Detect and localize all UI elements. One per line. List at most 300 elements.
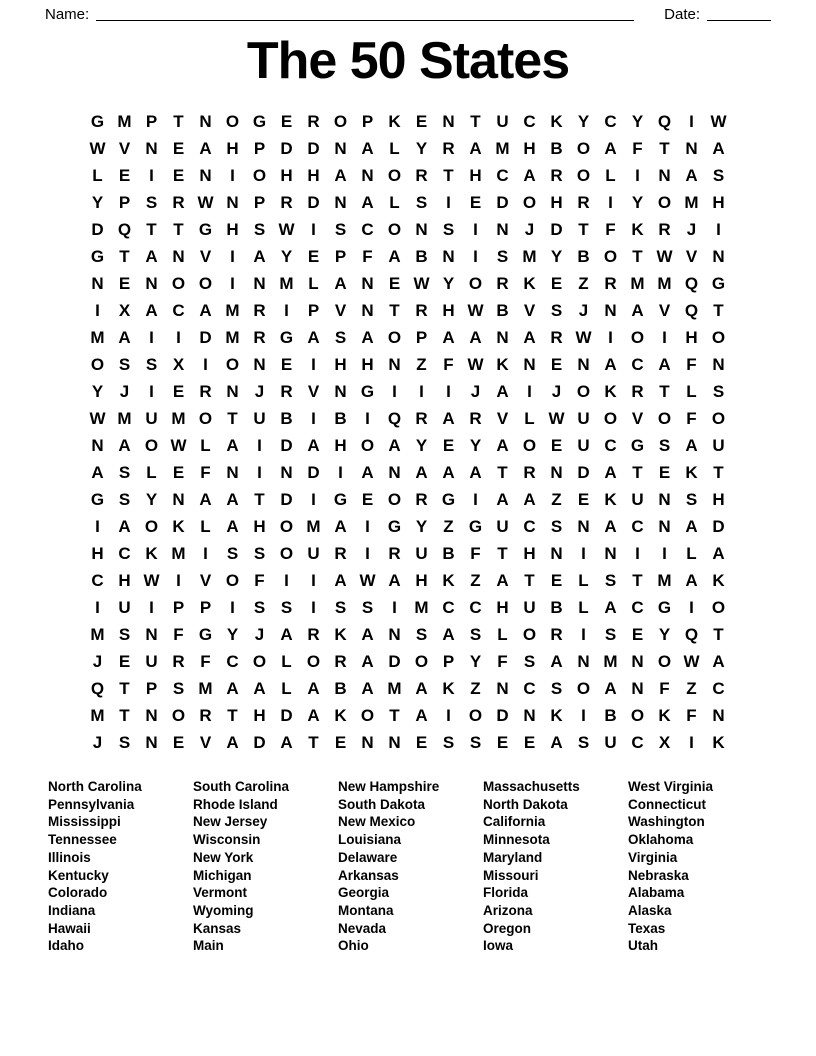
grid-letter: T (254, 489, 265, 509)
grid-letter: M (630, 273, 645, 293)
grid-letter: V (307, 381, 320, 401)
grid-letter: A (604, 354, 617, 374)
grid-letter: A (361, 327, 374, 347)
grid-letter: C (523, 111, 536, 131)
grid-letter: O (387, 327, 402, 347)
grid-letter: N (199, 165, 212, 185)
grid-letter: U (496, 516, 509, 536)
grid-letter: A (361, 138, 374, 158)
grid-letter: I (203, 354, 208, 374)
grid-letter: L (281, 678, 292, 698)
grid-letter: T (173, 111, 184, 131)
grid-letter: U (577, 435, 590, 455)
grid-letter: Y (550, 246, 563, 266)
grid-letter: A (361, 678, 374, 698)
grid-letter: D (388, 651, 401, 671)
word-item: Nevada (338, 920, 387, 936)
grid-letter: S (334, 597, 347, 617)
grid-letter: C (118, 543, 131, 563)
grid-letter: T (713, 300, 724, 320)
grid-letter: I (230, 597, 235, 617)
grid-letter: D (253, 732, 266, 752)
grid-row (84, 378, 732, 405)
grid-letter: A (118, 435, 131, 455)
grid-letter: E (172, 138, 185, 158)
grid-letter: O (387, 489, 402, 509)
grid-letter: N (388, 354, 401, 374)
grid-letter: M (90, 624, 105, 644)
grid-letter: I (311, 597, 316, 617)
grid-letter: C (361, 219, 374, 239)
grid-letter: I (473, 219, 478, 239)
grid-letter: O (360, 705, 375, 725)
grid-letter: L (389, 192, 400, 212)
grid-letter: S (712, 165, 725, 185)
grid-letter: K (334, 624, 347, 644)
grid-letter: M (684, 192, 699, 212)
grid-letter: L (524, 408, 535, 428)
word-item: Wisconsin (193, 832, 261, 848)
grid-letter: N (253, 273, 266, 293)
grid-letter: G (360, 381, 375, 401)
grid-letter: C (172, 300, 185, 320)
grid-letter: N (712, 246, 725, 266)
grid-letter: T (389, 300, 400, 320)
grid-letter: G (468, 516, 483, 536)
grid-letter: E (118, 273, 131, 293)
grid-letter: I (473, 246, 478, 266)
grid-letter: K (550, 111, 563, 131)
word-item: New York (193, 849, 254, 865)
word-item: West Virginia (628, 779, 714, 794)
grid-letter: V (685, 246, 698, 266)
grid-letter: I (365, 408, 370, 428)
grid-letter: I (95, 300, 100, 320)
grid-letter: U (307, 543, 320, 563)
grid-letter: G (387, 516, 402, 536)
grid-letter: S (253, 219, 266, 239)
grid-letter: W (575, 327, 592, 347)
grid-letter: K (685, 462, 698, 482)
grid-letter: J (686, 219, 697, 239)
grid-letter: N (361, 300, 374, 320)
grid-letter: K (712, 570, 725, 590)
grid-letter: H (523, 543, 536, 563)
grid-row (84, 432, 732, 459)
grid-letter: N (172, 246, 185, 266)
grid-letter: A (523, 165, 536, 185)
word-item: Texas (628, 920, 666, 936)
grid-letter: E (550, 354, 563, 374)
grid-row (84, 405, 732, 432)
grid-letter: E (415, 111, 428, 131)
grid-letter: I (446, 192, 451, 212)
grid-row (84, 189, 732, 216)
grid-letter: M (171, 408, 186, 428)
grid-letter: D (280, 705, 293, 725)
grid-letter: A (469, 327, 482, 347)
grid-letter: S (253, 597, 266, 617)
word-item: New Jersey (193, 814, 268, 830)
grid-letter: N (226, 192, 239, 212)
grid-letter: I (473, 489, 478, 509)
grid-letter: N (577, 354, 590, 374)
grid-row (84, 297, 732, 324)
grid-letter: N (172, 489, 185, 509)
grid-letter: M (90, 705, 105, 725)
grid-letter: A (118, 327, 131, 347)
grid-letter: R (415, 489, 428, 509)
grid-letter: O (657, 651, 672, 671)
grid-letter: I (608, 192, 613, 212)
grid-letter: H (496, 597, 509, 617)
grid-letter: W (656, 246, 673, 266)
grid-letter: O (711, 327, 726, 347)
grid-letter: S (685, 489, 698, 509)
grid-letter: O (333, 111, 348, 131)
grid-letter: N (496, 219, 509, 239)
grid-letter: O (144, 516, 159, 536)
word-item: Utah (628, 938, 658, 954)
grid-letter: N (631, 678, 644, 698)
grid-row (84, 513, 732, 540)
grid-letter: A (415, 705, 428, 725)
grid-letter: E (307, 246, 320, 266)
grid-letter: S (118, 489, 131, 509)
grid-row (84, 162, 732, 189)
grid-letter: Y (91, 381, 104, 401)
grid-letter: I (419, 381, 424, 401)
grid-row (84, 270, 732, 297)
grid-letter: N (145, 138, 158, 158)
grid-letter: A (469, 462, 482, 482)
word-item: New Hampshire (338, 779, 440, 794)
grid-letter: H (334, 354, 347, 374)
grid-letter: P (253, 138, 266, 158)
grid-letter: A (361, 462, 374, 482)
grid-letter: W (413, 273, 430, 293)
grid-letter: D (91, 219, 104, 239)
grid-letter: O (603, 408, 618, 428)
word-item: Delaware (338, 849, 398, 865)
grid-letter: F (605, 219, 616, 239)
grid-letter: U (604, 732, 617, 752)
grid-letter: N (442, 246, 455, 266)
grid-letter: O (198, 408, 213, 428)
grid-letter: P (145, 111, 158, 131)
grid-letter: O (306, 651, 321, 671)
grid-letter: T (497, 462, 508, 482)
grid-letter: E (469, 192, 482, 212)
grid-letter: Q (90, 678, 105, 698)
grid-letter: U (631, 489, 644, 509)
puzzle-grid (84, 108, 732, 756)
grid-letter: W (683, 651, 700, 671)
grid-row (84, 621, 732, 648)
grid-letter: A (496, 435, 509, 455)
grid-row (84, 729, 732, 756)
grid-letter: E (388, 273, 401, 293)
grid-letter: D (496, 705, 509, 725)
grid-letter: R (550, 624, 563, 644)
grid-letter: E (118, 165, 131, 185)
grid-letter: A (415, 678, 428, 698)
grid-letter: Z (470, 570, 481, 590)
grid-letter: C (631, 354, 644, 374)
grid-letter: I (311, 354, 316, 374)
word-item: Michigan (193, 867, 252, 883)
grid-letter: A (631, 300, 644, 320)
page-title: The 50 States (246, 32, 570, 90)
word-item: Massachusetts (483, 779, 580, 794)
word-item: Idaho (48, 938, 84, 954)
grid-letter: A (307, 705, 320, 725)
word-item: Georgia (338, 885, 390, 901)
grid-letter: C (469, 597, 482, 617)
grid-letter: I (689, 732, 694, 752)
grid-letter: A (226, 678, 239, 698)
grid-letter: F (497, 651, 508, 671)
grid-letter: A (361, 624, 374, 644)
grid-letter: P (145, 678, 158, 698)
grid-letter: R (334, 543, 347, 563)
grid-letter: I (95, 597, 100, 617)
grid-letter: F (254, 570, 265, 590)
grid-letter: D (550, 219, 563, 239)
grid-letter: G (711, 273, 726, 293)
grid-letter: O (603, 246, 618, 266)
grid-letter: F (200, 462, 211, 482)
grid-letter: S (550, 516, 563, 536)
grid-letter: T (308, 732, 319, 752)
grid-row (84, 567, 732, 594)
grid-letter: H (550, 192, 563, 212)
grid-letter: J (92, 732, 103, 752)
grid-letter: A (199, 300, 212, 320)
grid-letter: O (387, 219, 402, 239)
grid-letter: A (685, 516, 698, 536)
grid-letter: I (635, 543, 640, 563)
grid-letter: T (497, 543, 508, 563)
grid-letter: G (441, 489, 456, 509)
word-item: South Dakota (338, 796, 426, 812)
grid-letter: S (145, 354, 158, 374)
grid-letter: R (523, 462, 536, 482)
grid-letter: N (658, 489, 671, 509)
grid-letter: F (686, 705, 697, 725)
grid-letter: J (119, 381, 130, 401)
grid-letter: R (415, 300, 428, 320)
grid-letter: A (604, 138, 617, 158)
grid-letter: N (388, 624, 401, 644)
grid-letter: N (334, 192, 347, 212)
word-item: Connecticut (628, 796, 707, 812)
grid-letter: Y (145, 489, 158, 509)
grid-letter: Y (631, 111, 644, 131)
grid-letter: N (658, 165, 671, 185)
grid-letter: E (172, 165, 185, 185)
grid-letter: J (551, 381, 562, 401)
grid-letter: B (550, 138, 563, 158)
grid-letter: P (307, 300, 320, 320)
grid-letter: F (200, 651, 211, 671)
grid-letter: L (686, 543, 697, 563)
word-item: Ohio (338, 938, 369, 954)
grid-letter: Y (415, 435, 428, 455)
word-list-column (193, 778, 338, 955)
word-item: Vermont (193, 885, 248, 901)
grid-letter: J (92, 651, 103, 671)
grid-letter: R (442, 138, 455, 158)
grid-letter: N (388, 732, 401, 752)
grid-letter: M (603, 651, 618, 671)
grid-letter: T (659, 138, 670, 158)
grid-letter: I (527, 381, 532, 401)
grid-letter: N (91, 273, 104, 293)
grid-letter: A (658, 354, 671, 374)
word-item: Louisiana (338, 832, 402, 848)
grid-letter: S (145, 192, 158, 212)
grid-letter: S (253, 543, 266, 563)
grid-letter: E (523, 732, 536, 752)
grid-letter: M (414, 597, 429, 617)
grid-letter: Y (91, 192, 104, 212)
grid-letter: Q (117, 219, 132, 239)
word-list-column (483, 778, 628, 955)
word-item: Hawaii (48, 920, 91, 936)
grid-letter: I (365, 516, 370, 536)
date-label: Date: (664, 6, 700, 23)
grid-letter: T (713, 462, 724, 482)
grid-letter: L (686, 381, 697, 401)
grid-letter: K (388, 111, 401, 131)
grid-letter: W (710, 111, 727, 131)
grid-letter: Q (684, 273, 699, 293)
grid-letter: H (91, 543, 104, 563)
grid-letter: U (145, 651, 158, 671)
grid-row (84, 459, 732, 486)
grid-letter: N (334, 138, 347, 158)
grid-letter: U (496, 111, 509, 131)
grid-letter: P (118, 192, 131, 212)
grid-letter: B (577, 246, 590, 266)
grid-letter: D (280, 489, 293, 509)
grid-letter: Z (470, 678, 481, 698)
name-blank-line (96, 3, 634, 21)
grid-letter: H (334, 435, 347, 455)
grid-letter: A (280, 624, 293, 644)
grid-letter: A (361, 651, 374, 671)
grid-letter: C (523, 516, 536, 536)
grid-letter: R (469, 408, 482, 428)
grid-letter: I (149, 381, 154, 401)
grid-letter: V (118, 138, 131, 158)
grid-letter: M (495, 138, 510, 158)
grid-letter: C (604, 435, 617, 455)
grid-letter: T (470, 111, 481, 131)
date-blank-line (707, 3, 771, 21)
grid-letter: N (577, 516, 590, 536)
word-item: Arkansas (338, 867, 399, 883)
grid-letter: O (225, 570, 240, 590)
word-item: Rhode Island (193, 796, 278, 812)
grid-letter: O (90, 354, 105, 374)
grid-letter: O (225, 354, 240, 374)
grid-letter: E (577, 489, 590, 509)
grid-letter: H (253, 705, 266, 725)
grid-letter: I (446, 381, 451, 401)
grid-letter: K (145, 543, 158, 563)
grid-letter: R (280, 381, 293, 401)
word-item: Alabama (628, 885, 685, 901)
grid-letter: B (442, 543, 455, 563)
grid-letter: I (284, 300, 289, 320)
grid-letter: V (334, 300, 347, 320)
word-item: North Carolina (48, 779, 142, 794)
grid-letter: L (497, 624, 508, 644)
grid-letter: N (388, 462, 401, 482)
grid-letter: X (658, 732, 671, 752)
grid-letter: N (226, 462, 239, 482)
grid-letter: E (550, 435, 563, 455)
grid-letter: S (469, 624, 482, 644)
grid-letter: N (280, 462, 293, 482)
grid-letter: F (362, 246, 373, 266)
grid-letter: Y (577, 111, 590, 131)
grid-letter: E (415, 732, 428, 752)
grid-letter: H (280, 165, 293, 185)
word-item: Florida (483, 885, 529, 901)
grid-letter: I (662, 543, 667, 563)
grid-letter: O (630, 705, 645, 725)
grid-letter: U (577, 408, 590, 428)
grid-letter: R (199, 381, 212, 401)
grid-letter: A (604, 462, 617, 482)
grid-letter: E (631, 624, 644, 644)
grid-letter: V (496, 408, 509, 428)
word-item: California (483, 814, 546, 830)
grid-letter: H (712, 192, 725, 212)
grid-letter: G (630, 435, 645, 455)
grid-letter: O (711, 408, 726, 428)
word-item: Kansas (193, 920, 242, 936)
grid-letter: I (392, 381, 397, 401)
grid-letter: A (496, 381, 509, 401)
grid-letter: I (230, 273, 235, 293)
grid-letter: O (576, 165, 591, 185)
grid-letter: K (496, 354, 509, 374)
grid-letter: S (469, 732, 482, 752)
grid-letter: X (118, 300, 131, 320)
grid-letter: A (442, 408, 455, 428)
grid-letter: E (280, 354, 293, 374)
grid-row (84, 108, 732, 135)
word-item: Arizona (483, 902, 533, 918)
grid-letter: Q (684, 624, 699, 644)
grid-letter: R (172, 192, 185, 212)
grid-letter: P (415, 327, 428, 347)
grid-letter: N (496, 678, 509, 698)
grid-letter: H (226, 219, 239, 239)
grid-letter: R (415, 408, 428, 428)
grid-letter: I (257, 462, 262, 482)
grid-letter: S (415, 624, 428, 644)
grid-letter: V (199, 246, 212, 266)
grid-letter: P (442, 651, 455, 671)
grid-letter: H (442, 300, 455, 320)
word-item: Virginia (628, 849, 678, 865)
grid-letter: D (577, 462, 590, 482)
